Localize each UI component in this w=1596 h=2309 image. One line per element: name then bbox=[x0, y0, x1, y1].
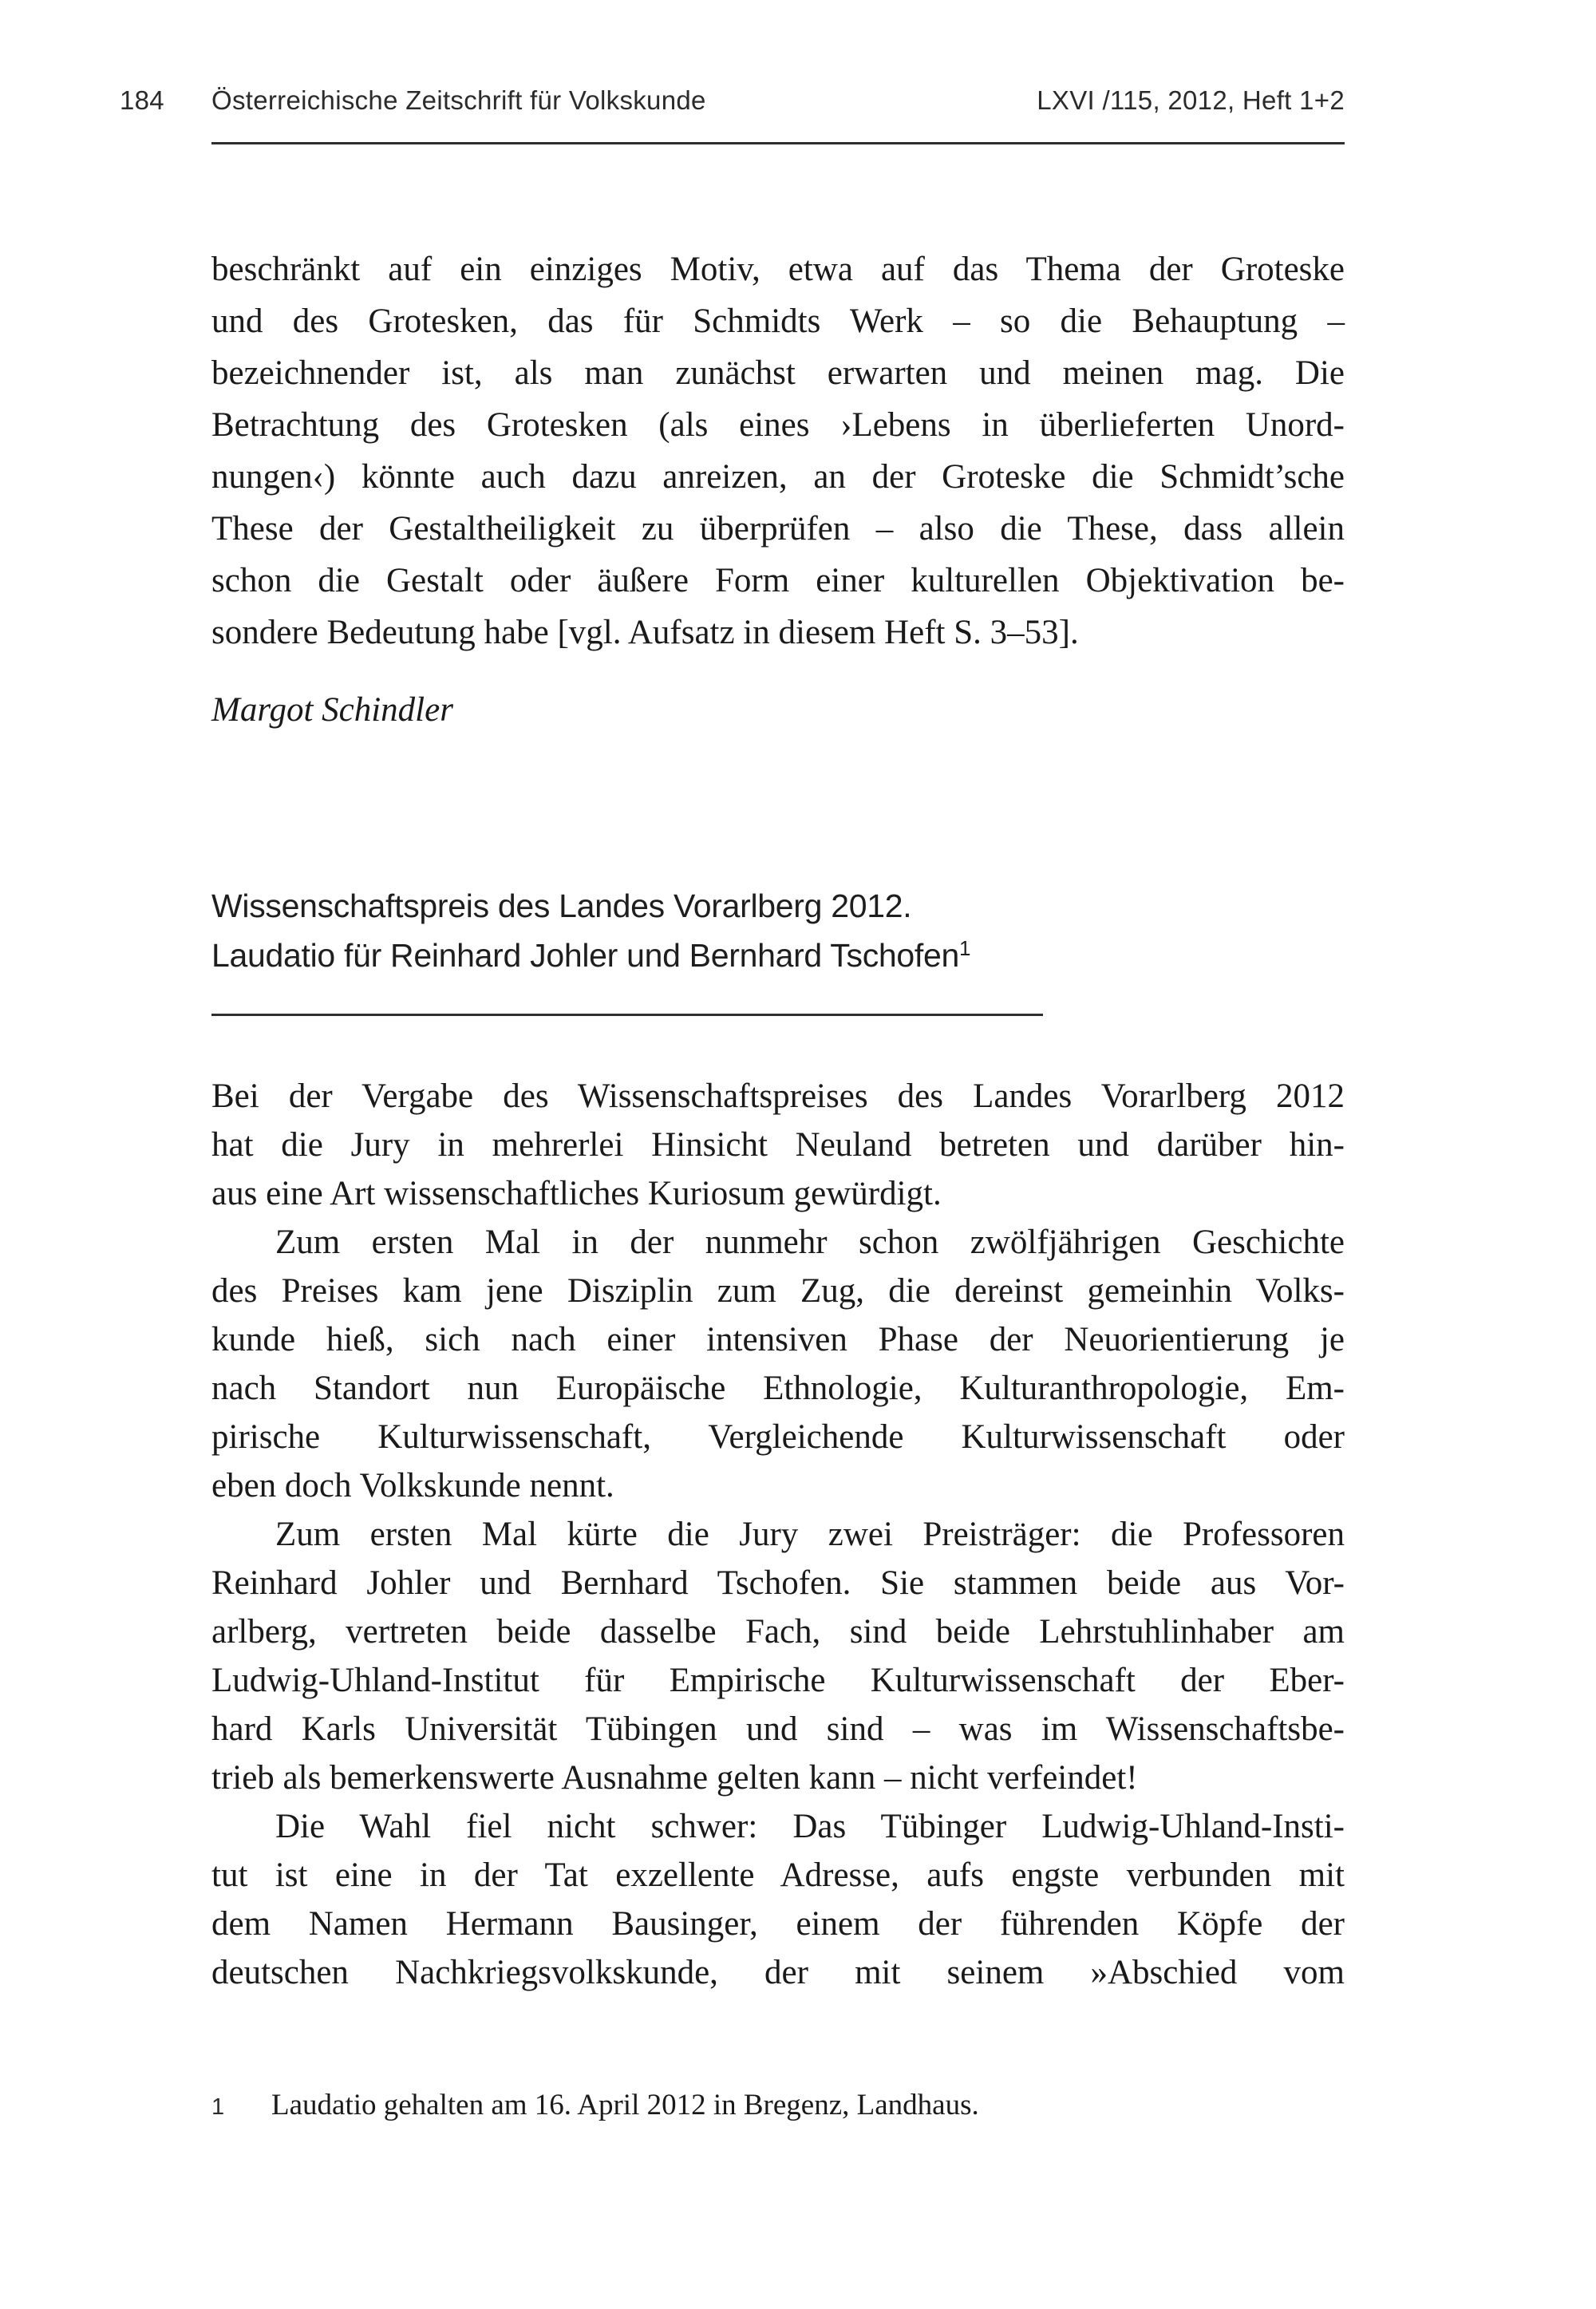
continuation-paragraph bbox=[211, 243, 1345, 658]
text-line: deutschen Nachkriegsvolkskunde, der mit seinem »Abschied vom bbox=[211, 1954, 1345, 1991]
text-line: Bei der Vergabe des Wissenschaftspreises des Landes Vorarlberg 2012 bbox=[211, 1077, 1345, 1115]
text-line: nach Standort nun Europäische Ethnologie, Kulturanthropologie, Em- bbox=[211, 1370, 1345, 1407]
body-paragraph bbox=[211, 1510, 1345, 1802]
text-line: Die Wahl fiel nicht schwer: Das Tübinger Ludwig-Uhland-Insti- bbox=[275, 1808, 1345, 1845]
text-line: These der Gestaltheiligkeit zu überprüfen – also die These, dass allein bbox=[211, 510, 1345, 548]
text-line: und des Grotesken, das für Schmidts Werk – so die Behauptung – bbox=[211, 302, 1345, 340]
text-line: hat die Jury in mehrerlei Hinsicht Neuland betreten und darüber hin- bbox=[211, 1126, 1345, 1164]
footnote-marker: 1 bbox=[211, 2094, 225, 2120]
text-line: schon die Gestalt oder äußere Form einer kulturellen Objektivation be- bbox=[211, 562, 1345, 599]
footnote bbox=[211, 2086, 1345, 2126]
text-line: kunde hieß, sich nach einer intensiven Phase der Neuorientierung je bbox=[211, 1321, 1345, 1358]
text-line: Ludwig-Uhland-Institut für Empirische Kulturwissenschaft der Eber- bbox=[211, 1662, 1345, 1699]
running-header bbox=[120, 85, 1345, 115]
text-line: beschränkt auf ein einziges Motiv, etwa auf das Thema der Groteske bbox=[211, 251, 1345, 288]
text-line: pirische Kulturwissenschaft, Vergleichende Kulturwissenschaft oder bbox=[211, 1418, 1345, 1456]
text-line: tut ist eine in der Tat exzellente Adresse, aufs engste verbunden mit bbox=[211, 1856, 1345, 1894]
section-heading-line2 bbox=[211, 931, 1345, 980]
article-body bbox=[211, 1072, 1345, 1997]
text-line: eben doch Volkskunde nennt. bbox=[211, 1467, 614, 1504]
text-line: Zum ersten Mal in der nunmehr schon zwölfjährigen Geschichte bbox=[275, 1224, 1345, 1261]
body-paragraph bbox=[211, 1218, 1345, 1510]
text-line: hard Karls Universität Tübingen und sind – was im Wissenschaftsbe- bbox=[211, 1710, 1345, 1748]
text-line: Reinhard Johler und Bernhard Tschofen. Sie stammen beide aus Vor- bbox=[211, 1564, 1345, 1602]
text-line: aus eine Art wissenschaftliches Kuriosum gewürdigt. bbox=[211, 1175, 942, 1212]
text-line: Betrachtung des Grotesken (als eines ›Lebens in überlieferten Unord- bbox=[211, 406, 1345, 444]
journal-title: Österreichische Zeitschrift für Volkskunde bbox=[211, 85, 706, 115]
text-line: nungen‹) könnte auch dazu anreizen, an der Groteske die Schmidt’sche bbox=[211, 458, 1345, 496]
text-line: bezeichnender ist, als man zunächst erwarten und meinen mag. Die bbox=[211, 354, 1345, 392]
body-paragraph bbox=[211, 1802, 1345, 1997]
section-heading-line1 bbox=[211, 881, 1345, 931]
text-line: Zum ersten Mal kürte die Jury zwei Preisträger: die Professoren bbox=[275, 1516, 1345, 1553]
text-line: arlberg, vertreten beide dasselbe Fach, sind beide Lehrstuhlinhaber am bbox=[211, 1613, 1345, 1651]
body-paragraph bbox=[211, 1072, 1345, 1218]
heading-rule bbox=[211, 1014, 1043, 1016]
text-line: dem Namen Hermann Bausinger, einem der führenden Köpfe der bbox=[211, 1905, 1345, 1943]
text-line: trieb als bemerkenswerte Ausnahme gelten kann – nicht verfeindet! bbox=[211, 1759, 1138, 1797]
section-heading-line1-text: Wissenschaftspreis des Landes Vorarlberg 2012. bbox=[211, 888, 912, 924]
author-signature: Margot Schindler bbox=[211, 691, 453, 729]
header-rule bbox=[211, 142, 1345, 144]
section-heading-line2-text: Laudatio für Reinhard Johler und Bernhard Tschofen bbox=[211, 937, 959, 974]
heading-footnote-marker: 1 bbox=[959, 936, 971, 960]
footnote-text: Laudatio gehalten am 16. April 2012 in Bregenz, Landhaus. bbox=[271, 2089, 979, 2121]
text-line: sondere Bedeutung habe [vgl. Aufsatz in diesem Heft S. 3–53]. bbox=[211, 614, 1079, 651]
page-number: 184 bbox=[120, 85, 164, 115]
issue-info: LXVI /115, 2012, Heft 1+2 bbox=[1037, 85, 1345, 115]
section-heading bbox=[211, 881, 1345, 980]
text-line: des Preises kam jene Disziplin zum Zug, die dereinst gemeinhin Volks- bbox=[211, 1272, 1345, 1310]
